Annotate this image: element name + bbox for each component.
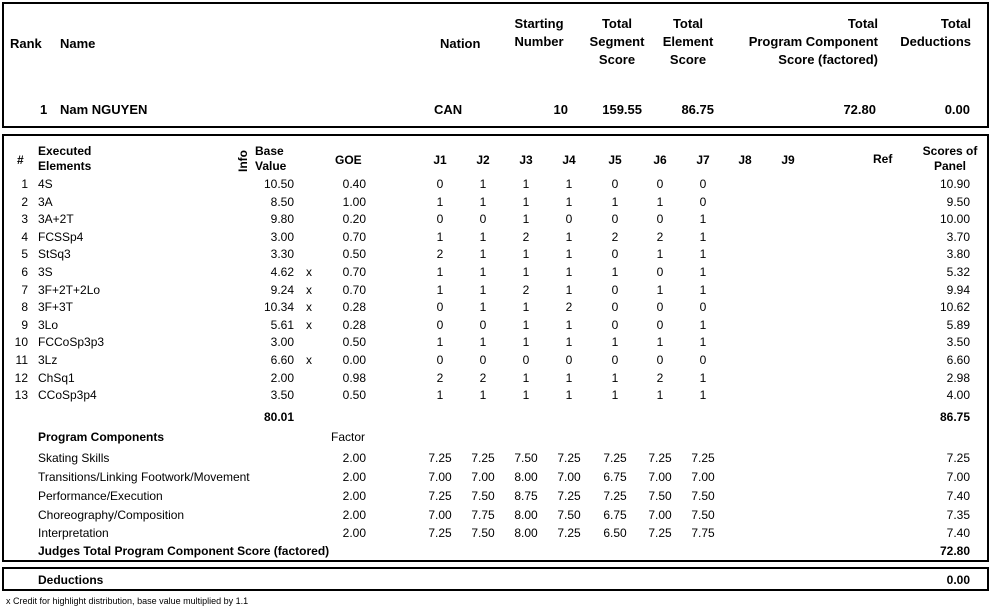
skater-name: Nam NGUYEN	[60, 102, 148, 117]
nation-header: Nation	[440, 36, 481, 51]
component-judge-score: 7.50	[691, 489, 715, 503]
element-panel-score: 3.50	[946, 335, 970, 350]
element-judge-score: 1	[522, 317, 530, 332]
element-number: 5	[21, 247, 28, 262]
element-judge-score: 1	[522, 300, 530, 315]
element-judge-score: 0	[522, 353, 530, 367]
judge-header-j2: J2	[476, 153, 490, 167]
element-name: CCoSp3p4	[38, 388, 97, 403]
element-judge-score: 1	[656, 247, 664, 262]
element-judge-score: 1	[611, 194, 619, 209]
element-judge-score: 1	[699, 282, 707, 297]
element-judge-score: 1	[522, 177, 530, 191]
component-row	[4, 450, 991, 468]
element-judge-score: 1	[522, 265, 530, 279]
element-judge-score: 1	[522, 194, 530, 209]
component-judge-score: 7.50	[471, 489, 495, 503]
element-judge-score: 1	[479, 177, 487, 191]
element-judge-score: 0	[699, 177, 707, 191]
goe-header: GOE	[335, 153, 362, 167]
element-goe: 1.00	[342, 194, 366, 209]
element-judge-score: 1	[699, 370, 707, 385]
element-base-value: 9.80	[270, 212, 294, 227]
component-judge-score: 7.25	[691, 451, 715, 465]
element-panel-score: 3.80	[946, 247, 970, 262]
element-row	[4, 370, 991, 388]
element-number: 1	[21, 177, 28, 191]
component-panel-score: 7.40	[946, 526, 970, 540]
element-goe: 0.00	[342, 353, 366, 367]
element-base-value: 5.61	[270, 317, 294, 332]
element-base-value: 4.62	[270, 265, 294, 279]
component-judge-score: 7.25	[648, 451, 672, 465]
element-judge-score: 1	[522, 335, 530, 350]
element-number: 12	[14, 370, 28, 385]
component-judge-score: 8.00	[514, 526, 538, 540]
element-goe: 0.28	[342, 300, 366, 315]
element-judge-score: 1	[436, 335, 444, 350]
base-value-header: Base Value	[255, 144, 287, 173]
element-judge-score: 1	[699, 212, 707, 227]
element-row	[4, 264, 991, 282]
pcs-header: Total Program Component Score (factored)	[748, 16, 878, 67]
element-judge-score: 1	[479, 194, 487, 209]
element-judge-score: 0	[699, 353, 707, 367]
element-judge-score: 1	[565, 194, 573, 209]
element-highlight-mark: x	[306, 353, 312, 367]
element-judge-score: 0	[479, 212, 487, 227]
component-row	[4, 488, 991, 506]
element-judge-score: 1	[565, 247, 573, 262]
name-header: Name	[60, 36, 96, 51]
element-judge-score: 2	[479, 370, 487, 385]
component-name: Interpretation	[38, 526, 109, 540]
element-name: FCCoSp3p3	[38, 335, 105, 350]
element-judge-score: 1	[656, 282, 664, 297]
program-components-header: Program Components	[38, 430, 165, 444]
elements-score-total: 86.75	[939, 410, 970, 424]
element-judge-score: 1	[522, 370, 530, 385]
element-judge-score: 0	[436, 212, 444, 227]
element-base-value: 3.30	[270, 247, 294, 262]
skater-tss: 159.55	[602, 102, 642, 117]
judge-header-j5: J5	[608, 153, 622, 167]
info-header: Info	[236, 150, 250, 172]
element-judge-score: 1	[565, 177, 573, 191]
element-judge-score: 2	[611, 229, 619, 244]
element-base-value: 9.24	[270, 282, 294, 297]
element-judge-score: 2	[522, 229, 530, 244]
component-judge-score: 6.75	[603, 508, 627, 522]
element-row	[4, 229, 991, 247]
element-judge-score: 2	[436, 247, 444, 262]
component-factor: 2.00	[342, 508, 366, 522]
component-judge-score: 8.00	[514, 470, 538, 484]
element-judge-score: 0	[611, 247, 619, 262]
element-number: 10	[14, 335, 28, 350]
component-factor: 2.00	[342, 526, 366, 540]
component-name: Performance/Execution	[38, 489, 163, 503]
element-number: 4	[21, 229, 28, 244]
element-judge-score: 1	[522, 388, 530, 403]
element-number: 3	[21, 212, 28, 227]
element-judge-score: 1	[436, 282, 444, 297]
element-panel-score: 10.62	[939, 300, 970, 315]
component-row	[4, 525, 991, 543]
element-judge-score: 0	[699, 300, 707, 315]
element-judge-score: 1	[479, 247, 487, 262]
scores-of-panel-header: Scores of Panel	[922, 144, 978, 173]
component-judge-score: 7.25	[557, 526, 581, 540]
element-judge-score: 1	[479, 265, 487, 279]
element-row	[4, 176, 991, 194]
element-judge-score: 1	[565, 370, 573, 385]
component-panel-score: 7.25	[946, 451, 970, 465]
component-judge-score: 7.50	[514, 451, 538, 465]
element-judge-score: 1	[565, 229, 573, 244]
skater-pcs: 72.80	[843, 102, 876, 117]
ref-header: Ref	[873, 152, 893, 166]
element-judge-score: 0	[565, 353, 573, 367]
element-number: 9	[21, 317, 28, 332]
component-judge-score: 6.75	[603, 470, 627, 484]
element-judge-score: 0	[611, 282, 619, 297]
element-judge-score: 1	[611, 370, 619, 385]
deductions-header: Total Deductions	[900, 16, 971, 49]
footnote: x Credit for highlight distribution, base value multiplied by 1.1	[6, 596, 249, 606]
component-judge-score: 7.25	[603, 489, 627, 503]
element-judge-score: 0	[656, 353, 664, 367]
element-judge-score: 1	[611, 265, 619, 279]
num-header: #	[17, 153, 24, 167]
element-judge-score: 1	[479, 282, 487, 297]
element-judge-score: 1	[479, 335, 487, 350]
element-name: 3A	[38, 194, 53, 209]
deductions-label: Deductions	[38, 573, 104, 587]
element-panel-score: 5.32	[946, 265, 970, 279]
component-panel-score: 7.00	[946, 470, 970, 484]
element-judge-score: 1	[479, 229, 487, 244]
component-judge-score: 7.00	[471, 470, 495, 484]
element-panel-score: 10.00	[939, 212, 970, 227]
element-judge-score: 0	[611, 317, 619, 332]
starting-number-header: Starting Number	[514, 16, 564, 49]
element-goe: 0.70	[342, 265, 366, 279]
element-highlight-mark: x	[306, 282, 312, 297]
element-panel-score: 9.94	[946, 282, 970, 297]
component-judge-score: 7.25	[603, 451, 627, 465]
element-judge-score: 0	[565, 212, 573, 227]
element-base-value: 3.50	[270, 388, 294, 403]
element-panel-score: 4.00	[946, 388, 970, 403]
component-factor: 2.00	[342, 470, 366, 484]
factor-header: Factor	[331, 430, 366, 444]
element-goe: 0.20	[342, 212, 366, 227]
element-judge-score: 1	[522, 247, 530, 262]
element-name: StSq3	[38, 247, 71, 262]
element-panel-score: 3.70	[946, 229, 970, 244]
element-judge-score: 1	[656, 194, 664, 209]
element-judge-score: 0	[611, 212, 619, 227]
element-number: 8	[21, 300, 28, 315]
element-row	[4, 246, 991, 264]
element-number: 13	[14, 388, 28, 403]
element-highlight-mark: x	[306, 317, 312, 332]
score-detail-box	[2, 134, 989, 562]
judge-header-j9: J9	[781, 153, 795, 167]
element-name: ChSq1	[38, 370, 75, 385]
element-judge-score: 1	[699, 317, 707, 332]
component-judge-score: 7.00	[648, 508, 672, 522]
element-judge-score: 1	[565, 282, 573, 297]
element-panel-score: 10.90	[939, 177, 970, 191]
element-judge-score: 1	[436, 229, 444, 244]
tes-header: Total Element Score	[662, 16, 714, 67]
element-panel-score: 5.89	[946, 317, 970, 332]
element-judge-score: 0	[436, 353, 444, 367]
element-name: 3Lz	[38, 353, 58, 367]
component-name: Choreography/Composition	[38, 508, 185, 522]
element-panel-score: 2.98	[946, 370, 970, 385]
element-goe: 0.70	[342, 229, 366, 244]
component-panel-score: 7.35	[946, 508, 970, 522]
element-judge-score: 2	[565, 300, 573, 315]
judge-header-j7: J7	[696, 153, 710, 167]
element-judge-score: 2	[522, 282, 530, 297]
component-name: Transitions/Linking Footwork/Movement	[38, 470, 250, 484]
element-judge-score: 2	[656, 229, 664, 244]
component-judge-score: 7.50	[691, 508, 715, 522]
component-judge-score: 7.25	[428, 451, 452, 465]
element-judge-score: 0	[656, 265, 664, 279]
element-judge-score: 1	[699, 247, 707, 262]
element-base-value: 10.34	[263, 300, 294, 315]
executed-elements-header: Executed Elements	[38, 144, 92, 173]
element-judge-score: 1	[611, 388, 619, 403]
element-row	[4, 282, 991, 300]
element-row	[4, 317, 991, 335]
component-judge-score: 7.50	[648, 489, 672, 503]
element-base-value: 6.60	[270, 353, 294, 367]
element-judge-score: 1	[699, 229, 707, 244]
components-total-label: Judges Total Program Component Score (factored)	[38, 544, 330, 558]
element-judge-score: 1	[479, 300, 487, 315]
component-row	[4, 469, 991, 487]
element-goe: 0.50	[342, 335, 366, 350]
element-base-value: 8.50	[270, 194, 294, 209]
judge-header-j6: J6	[653, 153, 667, 167]
element-judge-score: 1	[565, 265, 573, 279]
element-judge-score: 1	[656, 335, 664, 350]
element-base-value: 2.00	[270, 370, 294, 385]
base-value-total: 80.01	[263, 410, 294, 424]
judge-header-j1: J1	[433, 153, 447, 167]
tss-header: Total Segment Score	[589, 16, 645, 67]
element-judge-score: 0	[436, 300, 444, 315]
element-name: FCSSp4	[38, 229, 84, 244]
component-judge-score: 7.50	[557, 508, 581, 522]
component-judge-score: 7.00	[691, 470, 715, 484]
element-judge-score: 0	[436, 317, 444, 332]
element-judge-score: 1	[436, 388, 444, 403]
component-judge-score: 7.00	[648, 470, 672, 484]
component-name: Skating Skills	[38, 451, 110, 465]
skater-deductions: 0.00	[944, 102, 970, 117]
element-judge-score: 1	[436, 194, 444, 209]
component-judge-score: 6.50	[603, 526, 627, 540]
component-judge-score: 7.25	[557, 451, 581, 465]
component-panel-score: 7.40	[946, 489, 970, 503]
component-judge-score: 7.50	[471, 526, 495, 540]
rank-header: Rank	[10, 36, 42, 51]
component-judge-score: 7.00	[428, 508, 452, 522]
component-judge-score: 8.00	[514, 508, 538, 522]
component-judge-score: 8.75	[514, 489, 538, 503]
element-base-value: 10.50	[263, 177, 294, 191]
element-row	[4, 334, 991, 352]
skater-summary-box	[2, 2, 989, 128]
element-highlight-mark: x	[306, 265, 312, 279]
element-row	[4, 211, 991, 229]
element-judge-score: 1	[522, 212, 530, 227]
element-judge-score: 1	[479, 388, 487, 403]
element-judge-score: 0	[656, 317, 664, 332]
element-number: 2	[21, 194, 28, 209]
element-goe: 0.50	[342, 247, 366, 262]
component-judge-score: 7.25	[471, 451, 495, 465]
element-judge-score: 1	[565, 317, 573, 332]
element-name: 3F+2T+2Lo	[38, 282, 101, 297]
component-judge-score: 7.25	[648, 526, 672, 540]
element-goe: 0.70	[342, 282, 366, 297]
element-judge-score: 1	[699, 265, 707, 279]
component-judge-score: 7.75	[471, 508, 495, 522]
element-base-value: 3.00	[270, 229, 294, 244]
element-number: 7	[21, 282, 28, 297]
element-judge-score: 2	[436, 370, 444, 385]
element-judge-score: 0	[699, 194, 707, 209]
element-judge-score: 1	[436, 265, 444, 279]
element-goe: 0.98	[342, 370, 366, 385]
element-judge-score: 0	[436, 177, 444, 191]
element-highlight-mark: x	[306, 300, 312, 315]
element-number: 11	[15, 353, 28, 367]
skater-starting-number: 10	[553, 102, 568, 117]
element-judge-score: 1	[699, 335, 707, 350]
deductions-box	[2, 567, 989, 591]
element-judge-score: 1	[565, 388, 573, 403]
element-judge-score: 1	[565, 335, 573, 350]
element-judge-score: 0	[656, 300, 664, 315]
element-goe: 0.28	[342, 317, 366, 332]
element-judge-score: 0	[656, 177, 664, 191]
element-judge-score: 1	[611, 335, 619, 350]
element-judge-score: 0	[656, 212, 664, 227]
component-row	[4, 507, 991, 525]
element-judge-score: 0	[611, 177, 619, 191]
element-judge-score: 0	[611, 353, 619, 367]
element-number: 6	[21, 265, 28, 279]
deductions-value: 0.00	[946, 573, 970, 587]
element-judge-score: 0	[611, 300, 619, 315]
skater-tes: 86.75	[681, 102, 714, 117]
element-judge-score: 1	[699, 388, 707, 403]
element-name: 3F+3T	[38, 300, 74, 315]
element-judge-score: 0	[479, 353, 487, 367]
components-total-score: 72.80	[939, 544, 970, 558]
element-name: 3A+2T	[38, 212, 74, 227]
element-panel-score: 9.50	[946, 194, 970, 209]
element-judge-score: 2	[656, 370, 664, 385]
judge-header-j3: J3	[519, 153, 533, 167]
component-judge-score: 7.00	[428, 470, 452, 484]
element-panel-score: 6.60	[946, 353, 970, 367]
element-row	[4, 387, 991, 405]
component-judge-score: 7.25	[557, 489, 581, 503]
element-row	[4, 194, 991, 212]
component-judge-score: 7.75	[691, 526, 715, 540]
skater-rank: 1	[40, 102, 48, 117]
element-goe: 0.50	[342, 388, 366, 403]
element-name: 3S	[38, 265, 53, 279]
element-judge-score: 1	[656, 388, 664, 403]
component-judge-score: 7.00	[557, 470, 581, 484]
skater-nation: CAN	[434, 102, 463, 117]
element-row	[4, 352, 991, 370]
element-row	[4, 299, 991, 317]
element-goe: 0.40	[342, 177, 366, 191]
component-factor: 2.00	[342, 451, 366, 465]
element-name: 4S	[38, 177, 53, 191]
element-judge-score: 0	[479, 317, 487, 332]
element-name: 3Lo	[38, 317, 59, 332]
component-judge-score: 7.25	[428, 489, 452, 503]
component-judge-score: 7.25	[428, 526, 452, 540]
component-factor: 2.00	[342, 489, 366, 503]
element-base-value: 3.00	[270, 335, 294, 350]
judge-header-j8: J8	[738, 153, 752, 167]
judge-header-j4: J4	[562, 153, 576, 167]
